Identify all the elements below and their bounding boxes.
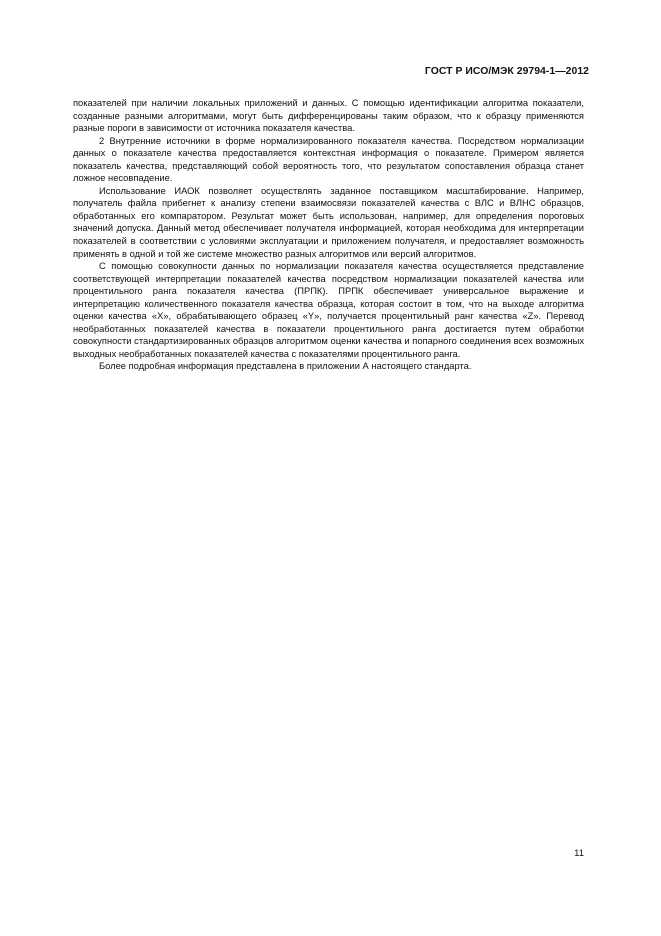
paragraph-iaok-usage: Использование ИАОК позволяет осуществлять заданное поставщиком масштабирование. Например, получатель файла прибегнет к анализу степени взаимосвязи показателей качества с ВЛС и ВЛНС образцов, обработанных его компаратором. Результат может быть использован, например, для определения пороговых значений допуска. Данный метод обеспечивает получателя информацией, которая необходима для интерпретации показателей в соответствии с условиями эксплуатации и приложением получателя, и предоставляет возможность применять в одной и той же системе множество разных алгоритмов или версий алгоритмов. [73,185,584,259]
paragraph-annex-reference: Более подробная информация представлена в приложении А настоящего стандарта. [99,361,472,372]
paragraph-continuation: показателей при наличии локальных приложений и данных. С помощью идентификации алгоритма показатели, созданные разными алгоритмами, могут быть дифференцированы таким образом, что к образцу применяются разные пороги в зависимости от источника показателя качества. [73,98,584,134]
paragraph-normalization: С помощью совокупности данных по нормализации показателя качества осуществляется представление соответствующей интерпретации показателей качества посредством нормализации показателей качества или процентильного ранга показателя качества (ПРПК). ПРПК обеспечивает универсальное выражение и интерпретацию количественного показателя качества образца, которая состоит в том, что на выходе алгоритма оценки качества «X», обрабатывающего образец «Y», получается процентильный ранг качества «Z». Перевод необработанных показателей качества в показатели процентильного ранга достигается путем обработки совокупности стандартизированных образцов алгоритмом оценки качества и попарного соединения всех возможных выходных необработанных показателей качества с показателями процентильного ранга. [73,261,584,359]
body-text [73,97,584,373]
standard-code-header: ГОСТ Р ИСО/МЭК 29794-1—2012 [424,66,589,77]
paragraph-internal-sources: 2 Внутренние источники в форме нормализированного показателя качества. Посредством нормализации данных о показателе качества предоставляется контекстная информация о показателе. Примером является показатель качества, представляющий собой вероятность того, что результатом сопоставления образца станет ложное несовпадение. [73,135,584,184]
page-number: 11 [574,848,584,859]
